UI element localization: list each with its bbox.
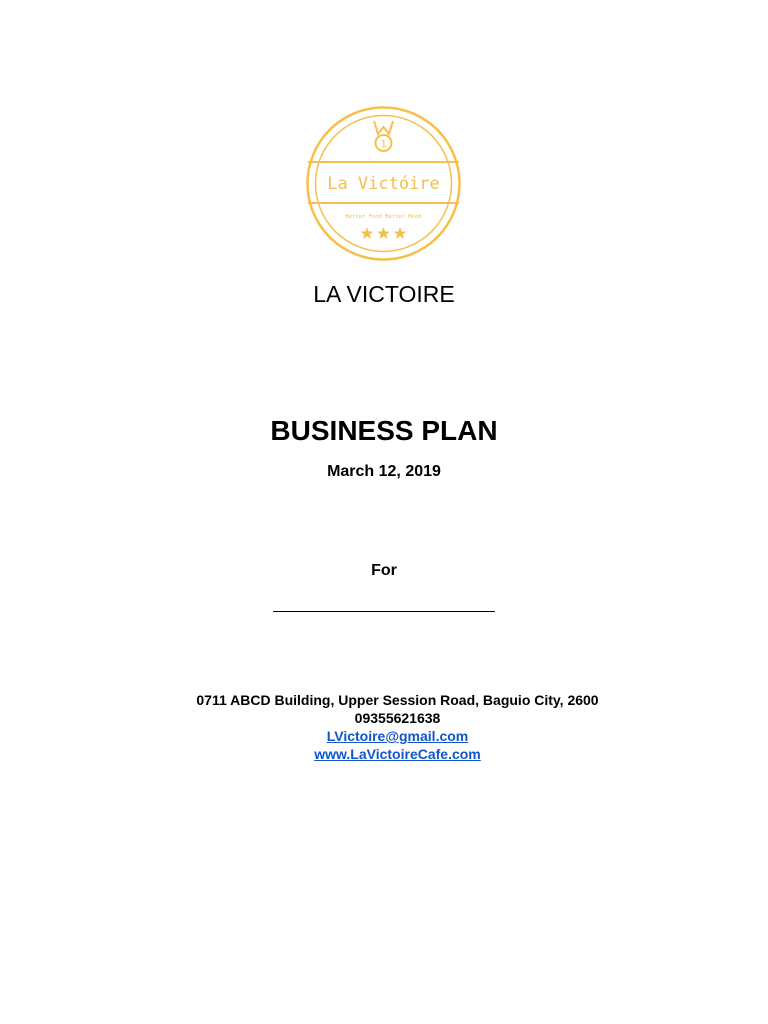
document-date: March 12, 2019 — [327, 463, 441, 480]
recipient-blank-line — [273, 611, 495, 612]
website-link[interactable]: www.LaVictoireCafe.com — [314, 746, 481, 762]
email-link[interactable]: LVictoire@gmail.com — [326, 728, 469, 744]
svg-text:Better Food Better Mood: Better Food Better Mood — [345, 214, 422, 220]
phone-number: 09355621638 — [354, 710, 441, 726]
contact-block — [0, 691, 768, 763]
company-name: LA VICTOIRE — [313, 281, 455, 307]
company-logo — [305, 105, 462, 262]
address: 0711 ABCD Building, Upper Session Road, Baguio City, 2600 — [196, 692, 599, 708]
for-label: For — [371, 562, 397, 579]
svg-text:1: 1 — [380, 139, 387, 150]
logo-seal-icon — [305, 105, 462, 262]
document-title: BUSINESS PLAN — [270, 415, 498, 446]
svg-text:La Victóire: La Victóire — [327, 174, 440, 194]
